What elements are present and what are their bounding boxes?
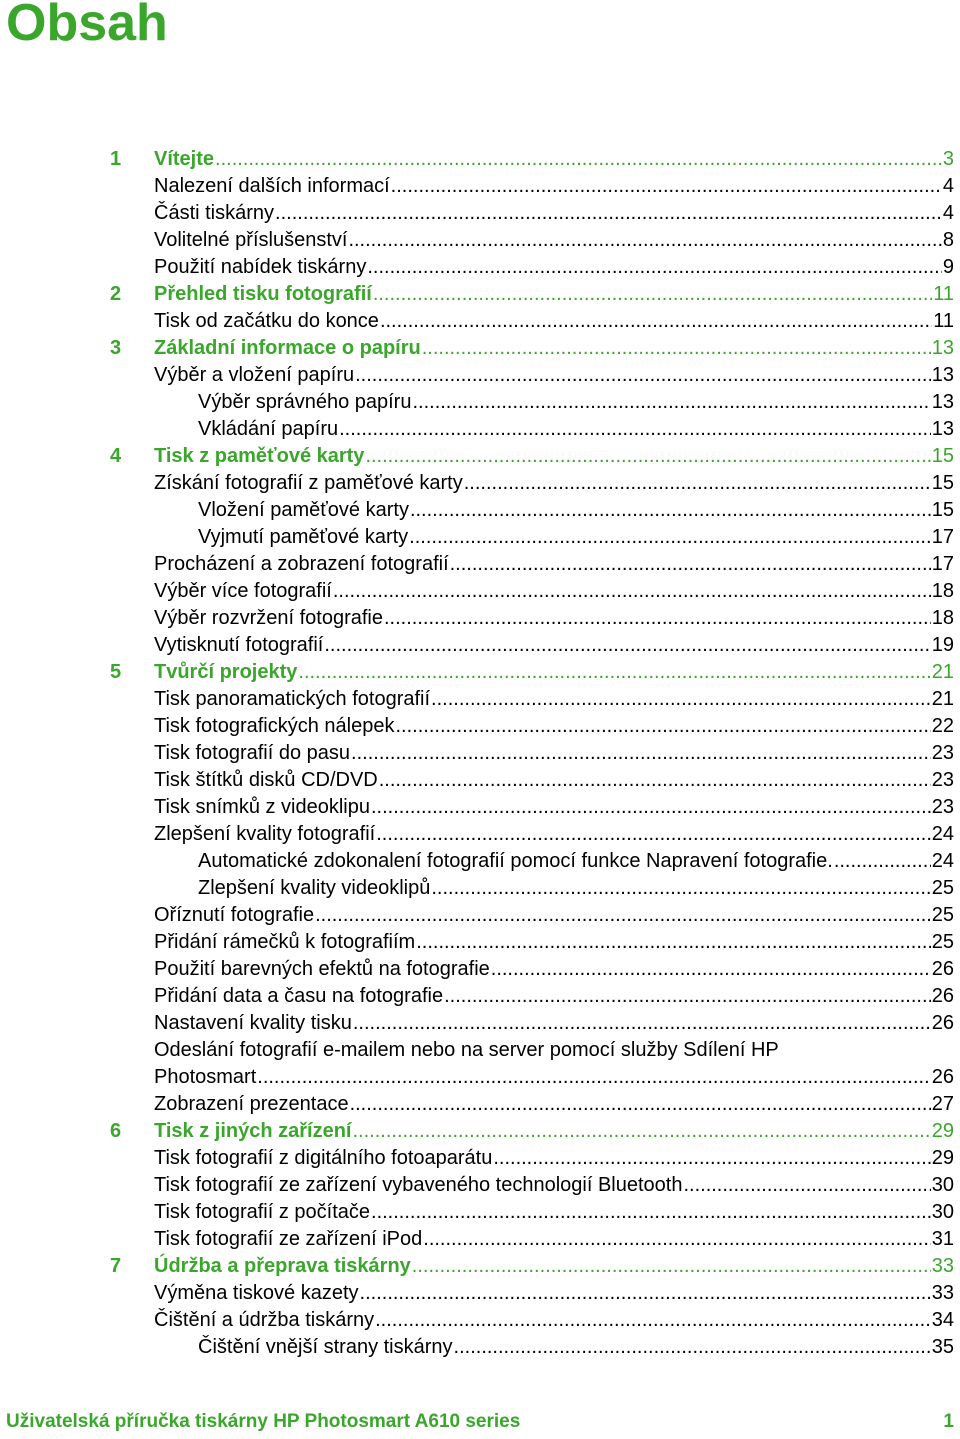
toc-dot-leader xyxy=(412,1253,931,1280)
toc-entry-title: Nastavení kvality tisku xyxy=(154,1012,352,1034)
toc-dot-leader xyxy=(391,173,942,200)
toc-entry-title: Tisk fotografií z digitálního fotoaparátu xyxy=(154,1147,493,1169)
footer-page-number: 1 xyxy=(943,1411,954,1432)
toc-entry[interactable] xyxy=(0,1334,960,1361)
toc-entry-title: Vyjmutí paměťové karty xyxy=(198,526,409,548)
toc-entry-title: Čištění a údržba tiskárny xyxy=(154,1309,375,1331)
toc-entry-title: Použití barevných efektů na fotografie xyxy=(154,958,490,980)
toc-dot-leader xyxy=(423,1226,930,1253)
toc-chapter[interactable] xyxy=(0,146,960,173)
toc-page-number: 13 xyxy=(931,418,954,440)
toc-dot-leader xyxy=(365,443,930,470)
toc-dot-leader xyxy=(493,1145,930,1172)
toc-dot-leader xyxy=(333,578,931,605)
toc-entry-title: Údržba a přeprava tiskárny xyxy=(154,1255,411,1277)
toc-entry-title: Procházení a zobrazení fotografií xyxy=(154,553,449,575)
toc-page-number: 25 xyxy=(931,931,954,953)
toc-entry-title: Přehled tisku fotografií xyxy=(154,283,372,305)
toc-entry-title: Výběr správného papíru xyxy=(198,391,412,413)
toc-entry[interactable] xyxy=(0,605,960,632)
toc-entry-title: Tisk snímků z videoklipu xyxy=(154,796,370,818)
toc-dot-leader xyxy=(367,254,942,281)
toc-page-number: 8 xyxy=(942,229,954,251)
toc-entry[interactable] xyxy=(0,1145,960,1172)
toc-entry-title: Odeslání fotografií e-mailem nebo na server pomocí služby Sdílení HP xyxy=(154,1039,779,1061)
toc-entry[interactable] xyxy=(0,713,960,740)
toc-chapter[interactable] xyxy=(0,659,960,686)
toc-dot-leader xyxy=(464,470,931,497)
toc-dot-leader xyxy=(371,794,931,821)
toc-chapter-number: 4 xyxy=(110,445,122,467)
toc-dot-leader xyxy=(351,740,931,767)
toc-entry-title: Výměna tiskové kazety xyxy=(154,1282,359,1304)
toc-entry[interactable] xyxy=(0,794,960,821)
toc-page-number: 21 xyxy=(931,688,954,710)
toc-entry-title: Výběr více fotografií xyxy=(154,580,332,602)
toc-entry-title: Získání fotografií z paměťové karty xyxy=(154,472,463,494)
toc-page-number: 23 xyxy=(931,769,954,791)
toc-dot-leader xyxy=(444,983,931,1010)
toc-dot-leader xyxy=(416,929,931,956)
toc-entry-title: Zlepšení kvality fotografií xyxy=(154,823,376,845)
toc-entry[interactable] xyxy=(0,821,960,848)
toc-dot-leader xyxy=(431,686,931,713)
toc-dot-leader xyxy=(379,767,931,794)
toc-entry-title: Výběr rozvržení fotografie xyxy=(154,607,383,629)
toc-entry-title: Tisk fotografií do pasu xyxy=(154,742,351,764)
toc-entry-title: Tisk fotografických nálepek xyxy=(154,715,395,737)
toc-entry[interactable] xyxy=(0,956,960,983)
toc-page-number: 30 xyxy=(931,1201,954,1223)
toc-page-number: 34 xyxy=(931,1309,954,1331)
toc-page-number: 31 xyxy=(931,1228,954,1250)
toc-page-number: 29 xyxy=(931,1120,954,1142)
toc-entry-title: Výběr a vložení papíru xyxy=(154,364,355,386)
toc-entry[interactable] xyxy=(0,578,960,605)
toc-dot-leader xyxy=(315,902,931,929)
toc-entry[interactable] xyxy=(0,1010,960,1037)
toc-entry[interactable] xyxy=(0,875,960,902)
toc-entry[interactable] xyxy=(0,983,960,1010)
toc-page-number: 11 xyxy=(933,283,954,305)
toc-page-number: 3 xyxy=(942,148,954,170)
toc-dot-leader xyxy=(376,821,931,848)
toc-page-number: 26 xyxy=(931,958,954,980)
toc-dot-leader xyxy=(353,1010,931,1037)
toc-dot-leader xyxy=(352,1118,930,1145)
toc-page-number: 33 xyxy=(931,1282,954,1304)
toc-entry[interactable] xyxy=(0,1226,960,1253)
toc-entry[interactable] xyxy=(0,902,960,929)
toc-entry-title: Tisk od začátku do konce xyxy=(154,310,379,332)
toc-dot-leader xyxy=(834,848,931,875)
toc-entry-title: Tisk štítků disků CD/DVD xyxy=(154,769,378,791)
toc-entry[interactable] xyxy=(0,1064,960,1091)
toc-dot-leader xyxy=(384,605,931,632)
page-footer xyxy=(6,1408,954,1436)
page-title: Obsah xyxy=(6,0,168,52)
toc-entry[interactable] xyxy=(0,1172,960,1199)
footer-document-title: Uživatelská příručka tiskárny HP Photosmart A610 series xyxy=(6,1411,521,1432)
toc-entry[interactable] xyxy=(0,227,960,254)
toc-entry-title: Vložení paměťové karty xyxy=(198,499,409,521)
toc-entry-title: Tisk fotografií ze zařízení iPod xyxy=(154,1228,423,1250)
toc-page-number: 13 xyxy=(931,364,954,386)
toc-dot-leader xyxy=(215,146,942,173)
toc-chapter[interactable] xyxy=(0,1118,960,1145)
toc-dot-leader xyxy=(373,281,932,308)
toc-entry-title: Automatické zdokonalení fotografií pomocí funkce Napravení fotografie. xyxy=(198,850,833,872)
toc-entry-title: Volitelné příslušenství xyxy=(154,229,348,251)
toc-page-number: 22 xyxy=(931,715,954,737)
toc-entry[interactable] xyxy=(0,632,960,659)
toc-chapter[interactable] xyxy=(0,1253,960,1280)
toc-page-number: 17 xyxy=(931,553,954,575)
toc-dot-leader xyxy=(683,1172,930,1199)
toc-dot-leader xyxy=(275,200,942,227)
toc-dot-leader xyxy=(454,1334,931,1361)
toc-entry-title: Části tiskárny xyxy=(154,202,275,224)
toc-entry[interactable] xyxy=(0,389,960,416)
toc-entry[interactable] xyxy=(0,848,960,875)
toc-entry-title: Vítejte xyxy=(154,148,215,170)
toc-page-number: 29 xyxy=(931,1147,954,1169)
toc-dot-leader xyxy=(380,308,932,335)
toc-page-number: 18 xyxy=(931,580,954,602)
toc-page-number: 4 xyxy=(942,175,954,197)
toc-chapter[interactable] xyxy=(0,335,960,362)
toc-entry-title: Oříznutí fotografie xyxy=(154,904,315,926)
toc-page-number: 27 xyxy=(931,1093,954,1115)
toc-page-number: 9 xyxy=(942,256,954,278)
toc-entry[interactable] xyxy=(0,497,960,524)
toc-dot-leader xyxy=(371,1199,931,1226)
toc-entry-title: Přidání data a času na fotografie xyxy=(154,985,444,1007)
toc-entry-title: Vkládání papíru xyxy=(198,418,339,440)
toc-entry[interactable] xyxy=(0,767,960,794)
toc-entry-title: Photosmart xyxy=(154,1066,257,1088)
toc-page-number: 4 xyxy=(942,202,954,224)
toc-chapter-number: 7 xyxy=(110,1255,122,1277)
toc-page-number: 25 xyxy=(931,904,954,926)
toc-page-number: 30 xyxy=(931,1174,954,1196)
toc-page-number: 25 xyxy=(931,877,954,899)
toc-entry-title: Základní informace o papíru xyxy=(154,337,421,359)
toc-dot-leader xyxy=(395,713,930,740)
toc-page-number: 11 xyxy=(933,310,954,332)
toc-chapter[interactable] xyxy=(0,281,960,308)
toc-dot-leader xyxy=(339,416,931,443)
toc-chapter-number: 2 xyxy=(110,283,122,305)
toc-entry[interactable] xyxy=(0,1307,960,1334)
toc-chapter-number: 1 xyxy=(110,148,122,170)
toc-entry-title: Vytisknutí fotografií xyxy=(154,634,324,656)
toc-page-number: 17 xyxy=(931,526,954,548)
toc-dot-leader xyxy=(491,956,931,983)
toc-chapter-number: 5 xyxy=(110,661,122,683)
toc-page-number: 23 xyxy=(931,796,954,818)
toc-entry-title: Tisk fotografií z počítače xyxy=(154,1201,371,1223)
toc-dot-leader xyxy=(450,551,931,578)
toc-page-number: 13 xyxy=(931,391,954,413)
toc-dot-leader xyxy=(350,1091,931,1118)
toc-dot-leader xyxy=(348,227,941,254)
toc-page-number: 15 xyxy=(931,472,954,494)
toc-entry[interactable] xyxy=(0,470,960,497)
toc-entry[interactable] xyxy=(0,362,960,389)
toc-page-number: 33 xyxy=(931,1255,954,1277)
toc-entry-title: Zlepšení kvality videoklipů xyxy=(198,877,431,899)
toc-entry[interactable] xyxy=(0,551,960,578)
toc-chapter[interactable] xyxy=(0,443,960,470)
toc-entry-title: Tisk panoramatických fotografií xyxy=(154,688,431,710)
toc-dot-leader xyxy=(355,362,931,389)
toc-entry[interactable] xyxy=(0,416,960,443)
toc-page-number: 13 xyxy=(931,337,954,359)
toc-page-number: 24 xyxy=(931,850,954,872)
toc-entry[interactable] xyxy=(0,1280,960,1307)
toc-entry-title: Zobrazení prezentace xyxy=(154,1093,349,1115)
toc-entry[interactable] xyxy=(0,1091,960,1118)
toc-page-number: 19 xyxy=(931,634,954,656)
toc-entry[interactable] xyxy=(0,524,960,551)
toc-chapter-number: 3 xyxy=(110,337,122,359)
toc-dot-leader xyxy=(410,497,931,524)
toc-page-number: 15 xyxy=(931,445,954,467)
toc-entry-title: Čištění vnější strany tiskárny xyxy=(198,1336,453,1358)
toc-dot-leader xyxy=(409,524,931,551)
toc-chapter-number: 6 xyxy=(110,1120,122,1142)
toc-entry[interactable] xyxy=(0,308,960,335)
toc-page-number: 23 xyxy=(931,742,954,764)
toc-dot-leader xyxy=(422,335,931,362)
toc-page-number: 24 xyxy=(931,823,954,845)
toc-dot-leader xyxy=(431,875,930,902)
toc-entry[interactable] xyxy=(0,200,960,227)
toc-dot-leader xyxy=(360,1280,931,1307)
toc-entry[interactable] xyxy=(0,686,960,713)
toc-dot-leader xyxy=(298,659,930,686)
toc-dot-leader xyxy=(375,1307,931,1334)
toc-page-number: 26 xyxy=(931,1012,954,1034)
toc-page-number: 21 xyxy=(931,661,954,683)
toc-page-number: 18 xyxy=(931,607,954,629)
toc-dot-leader xyxy=(324,632,930,659)
toc-entry-title: Tvůrčí projekty xyxy=(154,661,298,683)
toc-dot-leader xyxy=(257,1064,930,1091)
toc-entry-title: Použití nabídek tiskárny xyxy=(154,256,367,278)
toc-entry[interactable] xyxy=(0,740,960,767)
toc-dot-leader xyxy=(412,389,930,416)
toc-entry[interactable] xyxy=(0,1037,960,1064)
toc-entry-title: Tisk fotografií ze zařízení vybaveného technologií Bluetooth xyxy=(154,1174,683,1196)
toc-page-number: 35 xyxy=(931,1336,954,1358)
toc-page-number: 26 xyxy=(931,1066,954,1088)
toc-entry-title: Přidání rámečků k fotografiím xyxy=(154,931,416,953)
toc-page-number: 26 xyxy=(931,985,954,1007)
toc-entry[interactable] xyxy=(0,173,960,200)
toc-entry[interactable] xyxy=(0,929,960,956)
toc-entry-title: Tisk z paměťové karty xyxy=(154,445,365,467)
toc-entry-title: Nalezení dalších informací xyxy=(154,175,390,197)
toc-page-number: 15 xyxy=(931,499,954,521)
toc-entry[interactable] xyxy=(0,1199,960,1226)
table-of-contents xyxy=(0,146,960,1361)
toc-entry[interactable] xyxy=(0,254,960,281)
toc-entry-title: Tisk z jiných zařízení xyxy=(154,1120,352,1142)
